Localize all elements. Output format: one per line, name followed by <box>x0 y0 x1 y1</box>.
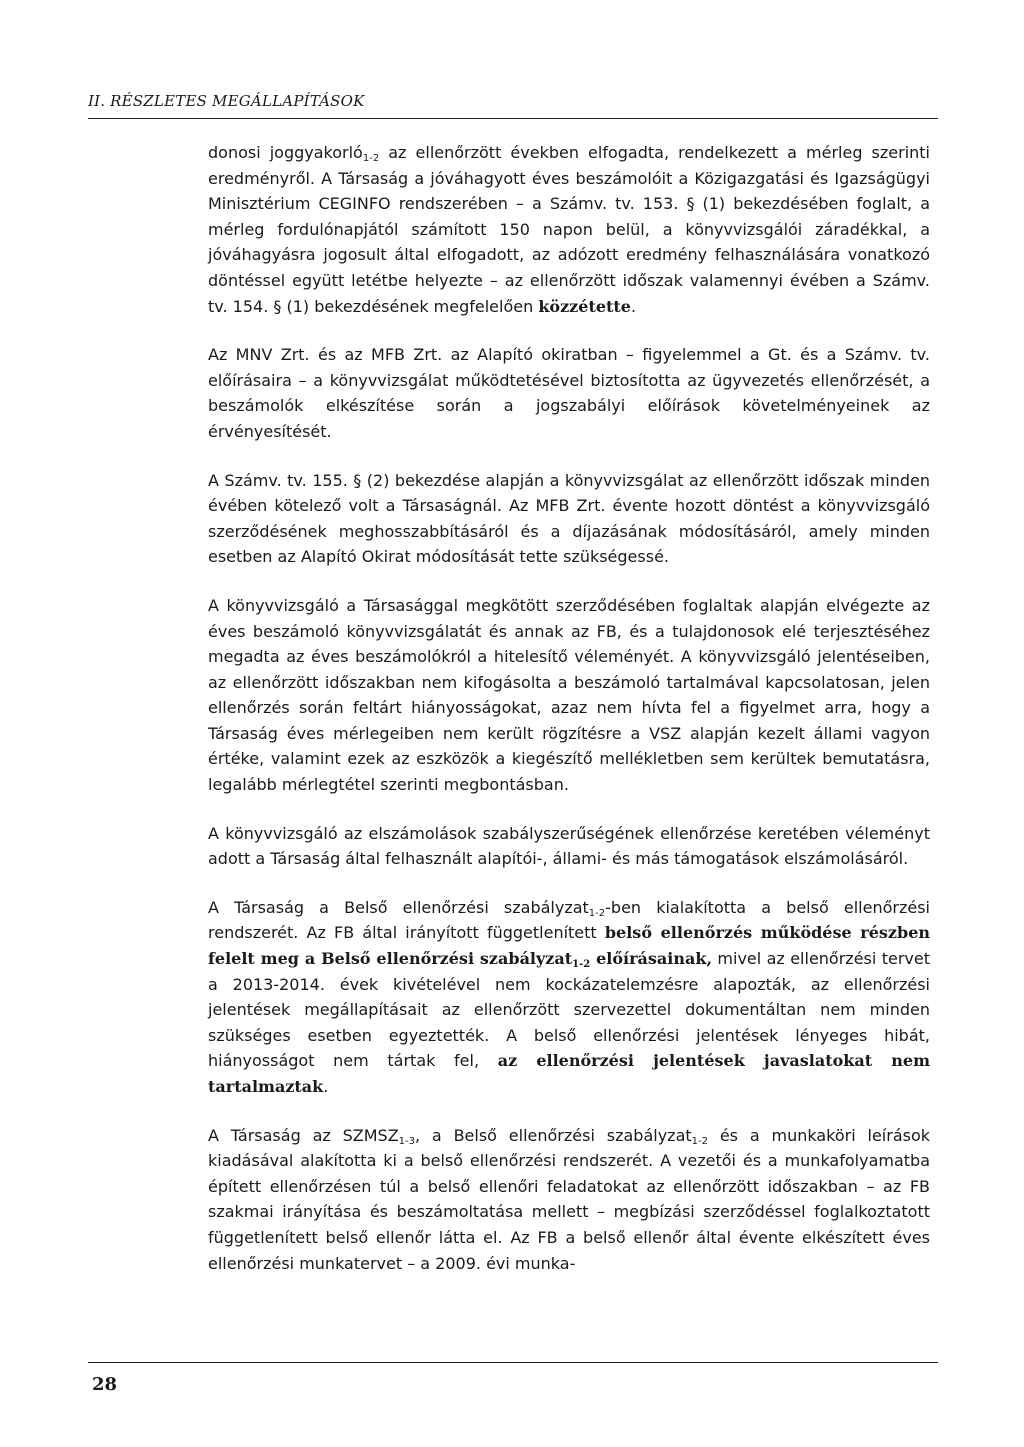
footer-divider <box>88 1362 938 1363</box>
paragraph-auditor-opinion: A könyvvizsgáló a Társasággal megkötött szerződésében foglaltak alapján elvégezte az éves beszámoló könyvvizsgálatát és annak az FB, és a tulajdonosok elé terjesztéséhez megadta az éves beszámolókról a hitelesítő véleményét. A könyvvizsgáló jelentéseiben, az ellenőrzött időszakban nem kifogásolta a beszámoló tartalmával kapcsolatosan, jelen ellenőrzés során feltárt hiányosságokat, azaz nem hívta fel a figyelmet arra, hogy a Társaság éves mérlegeiben nem került rögzítésre a VSZ alapján kezelt állami vagyon értéke, valamint ezek az eszközök a kiegészítő mellékletben sem kerültek bemutatásra, legalább mérlegtétel szerinti megbontásban. <box>208 595 930 795</box>
paragraph-audit-governance: Az MNV Zrt. és az MFB Zrt. az Alapító okiratban – figyelemmel a Gt. és a Számv. tv. előírásaira – a könyvvizsgálat működtetésével biztosította az ügyvezetés ellenőrzését, a beszámolók elkészítése során a jogszabályi előírások követelményeinek az érvényesítését. <box>208 345 930 441</box>
running-header: II. RÉSZLETES MEGÁLLAPÍTÁSOK <box>88 92 365 110</box>
paragraph-internal-control-system: A Társaság az $SZMSZ_{1-3}$, a Belső ellenőrzési szabályzat$_{1-2}$ és a munkaköri leírások kiadásával alakította ki a belső ellenőrzési rendszerét. A vezetői és a munkafolyamatba épített ellenőrzésen túl a belső ellenőri feladatokat az ellenőrzött időszakban – az FB szakmai irányítása és beszámoltatása mellett – megbízási szerződéssel foglalkoztatott függetlenített belső ellenőr látta el. Az FB a belső ellenőr által évente elkészített éves ellenőrzési munkatervet – a 2009. évi munka- <box>208 1125 931 1273</box>
emphasis-no-recommendations: az ellenőrzési jelentések javaslatokat nem tartalmaztak <box>208 1051 930 1096</box>
emphasis-internal-audit-partial: belső ellenőrzés működése részben felelt meg a Belső ellenőrzési szabályzat <box>208 923 931 969</box>
paragraph-mandatory-audit: A Számv. tv. 155. § (2) bekezdése alapján a könyvvizsgálat az ellenőrzött időszak minden évében kötelező volt a Társaságnál. Az MFB Zrt. évente hozott döntést a könyvvizsgáló szerződésének meghosszabbításáról és a díjazásának módosításáról, amely minden esetben az Alapító Okirat módosítását tette szükségessé. <box>208 470 930 567</box>
paragraph-subsidy-settlement: A könyvvizsgáló az elszámolások szabályszerűségének ellenőrzése keretében véleményt adott a Társaság által felhasznált alapítói-, állami- és más támogatások elszámolásáról. <box>208 823 930 869</box>
header-divider <box>88 118 938 119</box>
emphasis-published: közzétette <box>538 296 631 316</box>
page-body <box>208 140 930 1299</box>
paragraph-internal-audit-rules: A Társaság a Belső ellenőrzési szabályzat$_{1-2}$-ben kialakította a belső ellenőrzési rendszerét. Az FB által irányított függetlenített belső ellenőrzés működése részben felelt meg a Belső ellenőrzési szabályzat$_{1-2}$ előírásainak, mivel az ellenőrzési tervet a 2013-2014. évek kivételével nem kockázatelemzésre alapozták, az ellenőrzési jelentések megállapításait az ellenőrzött szervezettel dokumentáltan nem minden szükséges esetben egyeztették. A belső ellenőrzési jelentések lényeges hibát, hiányosságot nem tártak fel, az ellenőrzési jelentések javaslatokat nem tartalmaztak. <box>208 897 931 1096</box>
page-number: 28 <box>92 1374 118 1395</box>
paragraph-annual-report-publication: donosi joggyakorló$_{1-2}$ az ellenőrzött években elfogadta, rendelkezett a mérleg szerinti eredményről. A Társaság a jóváhagyott éves beszámolóit a Közigazgatási és Igazságügyi Minisztérium CEGINFO rendszerében – a Számv. tv. 153. § (1) bekezdésében foglalt, a mérleg fordulónapjától számított 150 napon belül, a könyvvizsgálói záradékkal, a jóváhagyásra jogosult által elfogadott, az adózott eredmény felhasználására vonatkozó döntéssel együtt letétbe helyezte – az ellenőrzött időszak valamennyi évében a Számv. tv. 154. § (1) bekezdésének megfelelően közzétette. <box>208 143 931 316</box>
